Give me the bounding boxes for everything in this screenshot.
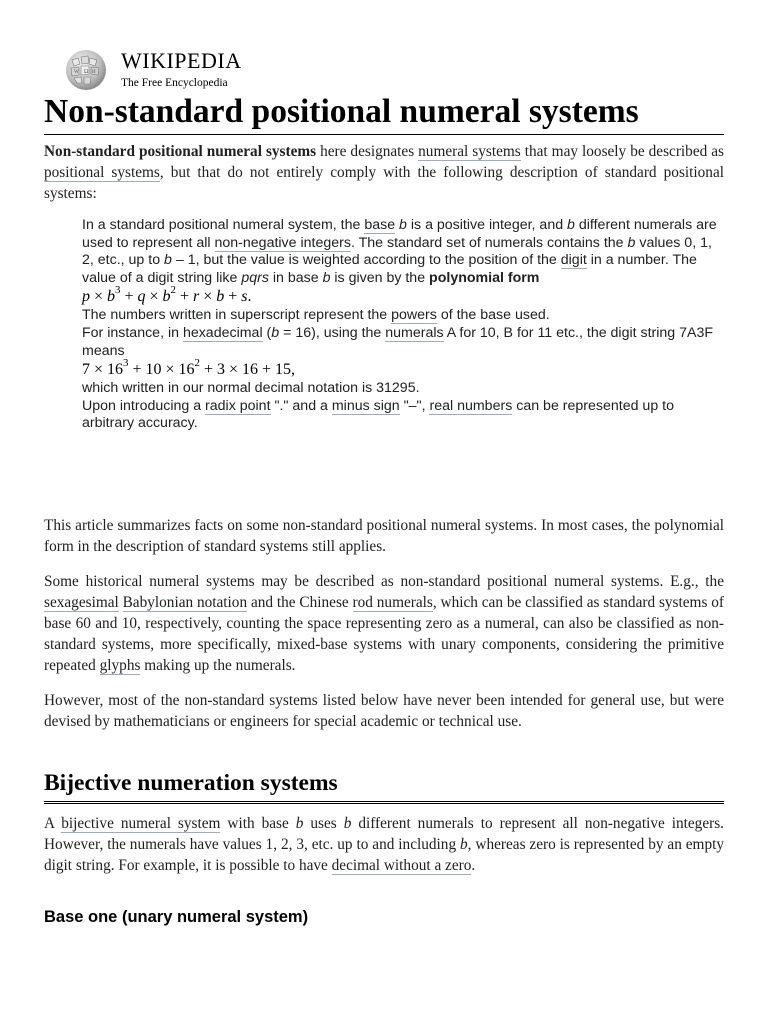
- link-sexagesimal[interactable]: sexagesimal: [44, 594, 119, 611]
- quote-paragraph-1: In a standard positional numeral system, the base b is a positive integer, and b different numerals are used to represent all non-negative integers. The standard set of numerals contains the b values 0, 1, 2, etc., up to b – 1, but the value is weighted according to the position of the digit in a number. The value of a digit string like pqrs in base b is given by the polynomial form: [82, 217, 717, 286]
- bijective-paragraph: A bijective numeral system with base b uses b different numerals to represent all non-negative integers. However, the numerals have values 1, 2, 3, etc. up to and including b, whereas zero is represented by an empty digit string. For example, it is possible to have decimal without a zero.: [44, 815, 724, 874]
- link-numerals[interactable]: numerals: [385, 324, 444, 341]
- link-non-negative-integers[interactable]: non-negative integers: [214, 234, 351, 251]
- general-use-paragraph: However, most of the non-standard systems listed below have never been intended for general use, but were devised by mathematicians or engineers for special academic or technical use.: [44, 692, 724, 730]
- link-positional-systems[interactable]: positional systems: [44, 164, 160, 181]
- link-bijective-numeral-system[interactable]: bijective numeral system: [61, 815, 221, 832]
- link-digit[interactable]: digit: [560, 252, 587, 269]
- section-heading-bijective: Bijective numeration systems: [44, 768, 724, 804]
- link-real-numbers[interactable]: real numbers: [429, 397, 513, 414]
- link-rod-numerals[interactable]: rod numerals: [352, 594, 433, 611]
- quote-paragraph-2: The numbers written in superscript represent the powers of the base used. For instance, in hexadecimal (b = 16), using the numerals A for 10, B for 11 etc., the digit string 7A3F means: [82, 307, 714, 359]
- wikipedia-tagline: The Free Encyclopedia: [121, 77, 228, 89]
- lead-paragraph: Non-standard positional numeral systems here designates numeral systems that may loosely be described as positional systems, but that do not entirely comply with the following description of standard positional systems:: [44, 143, 725, 202]
- hexadecimal-example-formula: $7 \times 16^3 + 10 \times 16^2 + 3 \times 16 + 15$,: [82, 357, 296, 379]
- wikipedia-wordmark[interactable]: WIKIPEDIA: [121, 48, 242, 73]
- subsection-heading-base-one: Base one (unary numeral system): [44, 908, 309, 926]
- standard-system-quote: [82, 217, 718, 433]
- polynomial-form-term: polynomial form: [429, 269, 540, 286]
- link-numeral-systems[interactable]: numeral systems: [418, 143, 521, 160]
- link-decimal-without-zero[interactable]: decimal without a zero: [331, 857, 472, 874]
- link-powers[interactable]: powers: [391, 307, 437, 324]
- quote-paragraph-3: which written in our normal decimal notation is 31295. Upon introducing a radix point "." and a minus sign "–", real numbers can be represented up to arbitrary accuracy.: [82, 380, 674, 432]
- link-glyphs[interactable]: glyphs: [99, 657, 141, 674]
- svg-text:W: W: [74, 70, 79, 75]
- wikipedia-globe-icon[interactable]: [62, 46, 110, 92]
- historical-paragraph: Some historical numeral systems may be described as non-standard positional numeral systems. E.g., the sexagesimal Babylonian notation and the Chinese rod numerals, which can be classified as standard systems of base 60 and 10, respectively, counting the space representing zero as a numeral, can also be classified as non-standard systems, more specifically, mixed-base systems with unary components, considering the primitive repeated glyphs making up the numerals.: [44, 573, 724, 674]
- summary-paragraph: This article summarizes facts on some non-standard positional numeral systems. In most cases, the polynomial form in the description of standard systems still applies.: [44, 517, 724, 555]
- link-babylonian-notation[interactable]: Babylonian notation: [122, 594, 248, 611]
- link-base[interactable]: base: [364, 217, 396, 233]
- link-radix-point[interactable]: radix point: [205, 397, 271, 414]
- lead-bold-term: Non-standard positional numeral systems: [44, 143, 317, 160]
- link-hexadecimal[interactable]: hexadecimal: [182, 324, 263, 341]
- site-header: [62, 46, 282, 92]
- svg-text:Ω: Ω: [84, 69, 89, 75]
- link-minus-sign[interactable]: minus sign: [331, 397, 400, 414]
- page-title: Non-standard positional numeral systems: [44, 92, 724, 135]
- polynomial-formula: $p \times b^3 + q \times b^2 + r \times b + s$.: [82, 284, 252, 306]
- svg-text:И: И: [92, 70, 96, 75]
